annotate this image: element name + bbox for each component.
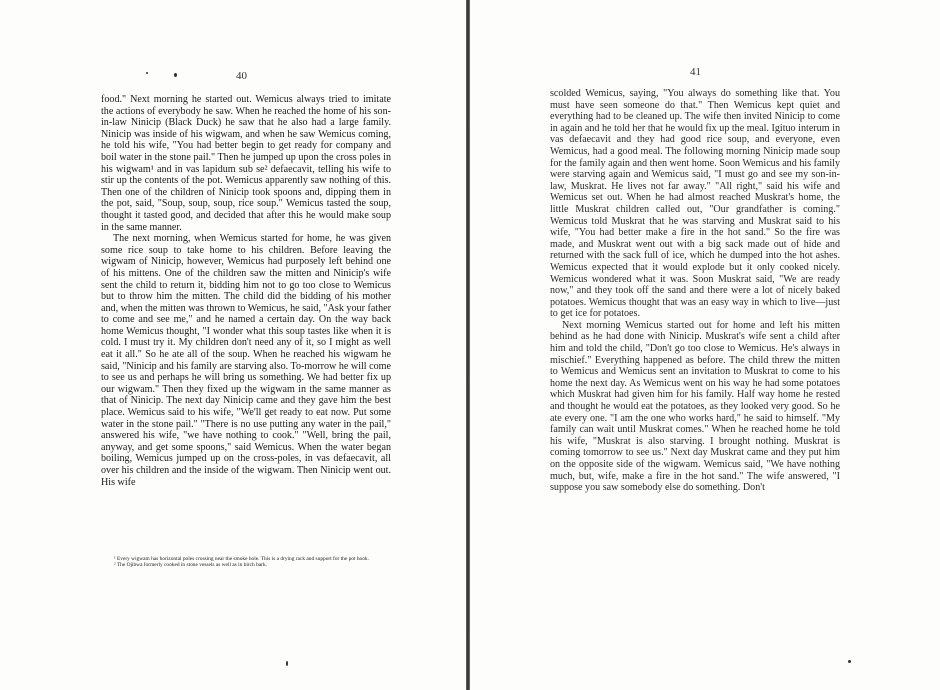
body-text (101, 94, 391, 488)
page-number: 41 (690, 66, 701, 78)
scan-speck (286, 661, 288, 666)
scan-speck (848, 660, 851, 663)
paragraph: food." Next morning he started out. Wemicus always tried to imitate the actions of everybody he saw. When he reached the home of his son-in-law Ninicip (Black Duck) he saw that he also had a large family. Ninicip was inside of his wigwam, and when he saw Wemicus coming, he told his wife, "You had better begin to get ready for company and boil water in the stone pail." Then he jumped up upon the cross poles in his wigwam¹ and in vas lapidum sub se² defaecavit, telling his wife to stir up the contents of the pot. Wemicus apparently saw nothing of this. Then one of the children of Ninicip took spoons and, dipping them in the pot, said, "Soup, soup, soup, rice soup." Wemicus tasted the soup, thought it tasted good, and decided that after this he would make soup in the same manner. (101, 94, 391, 233)
left-page (0, 0, 468, 690)
paragraph: scolded Wemicus, saying, "You always do something like that. You must have seen someone do that." Then Wemicus kept quiet and everything had to be cleaned up. The wife then invited Ninicip to come in again and he told her that he would fix up the meal. Igituo interum in vas defaecavit and they had good rice soup, and everyone, even Wemicus, had a good meal. The following morning Ninicip made soup for the family again and then went home. Soon Wemicus and his family were starving again and Wemicus said, "I must go and see my son-in-law, Muskrat. He lives not far away." "All right," said his wife and Wemicus set out. When he had almost reached Muskrat's home, the little Muskrat children called out, "Our grandfather is coming." Wemicus told Muskrat that he was starving and Muskrat said to his wife, "You had better make a fire in the hot sand." So the fire was made, and Muskrat went out with a big sack made out of hide and returned with the sack full of ice, which he dumped into the hot ashes. Wemicus expected that it would explode but it only cooked nicely. Wemicus wondered what it was. Soon Muskrat said, "We are ready now," and they took off the sand and there were a lot of nicely baked potatoes. Wemicus thought that was an easy way in which to live—just to get ice for potatoes. (550, 88, 840, 320)
footnote: ² The Ojibwa formerly cooked in stone vessels as well as in birch bark. (114, 562, 268, 569)
footnote: ¹ Every wigwam has horizontal poles crossing near the smoke hole. This is a drying rack and support for the pot hook. (114, 556, 369, 562)
scan-speck (146, 72, 148, 74)
page-number: 40 (236, 70, 247, 82)
right-page (472, 0, 940, 690)
paragraph: Next morning Wemicus started out for home and left his mitten behind as he had done with Ninicip. Muskrat's wife sent a child after him and told the child, "Don't go too close to Wemicus. He's always in mischief." Everything happened as before. The child threw the mitten to Wemicus and Wemicus sent an invitation to Muskrat to come to his home the next day. As Wemicus went on his way he had some potatoes which Muskrat had given him for his family. Half way home he rested and thought he would eat the potatoes, as they looked very good. So he ate every one. "I am the one who works hard," he said to himself. "My family can wait until Muskrat comes." When he reached home he told his wife, "Muskrat is also starving. I brought nothing. Muskrat is coming tomorrow to see us." Next day Muskrat came and they put him on the opposite side of the wigwam. Wemicus said, "We have nothing much, but, wife, make a fire in the hot sand." The wife answered, "I suppose you saw somebody else do something. Don't (550, 319, 840, 494)
body-text (550, 88, 840, 494)
footnotes (104, 556, 394, 569)
paragraph: The next morning, when Wemicus started for home, he was given some rice soup to take home to his children. Before leaving the wigwam of Ninicip, however, Wemicus had purposely left behind one of his mittens. One of the children saw the mitten and Ninicip's wife sent the child to return it, bidding him not to go too close to Wemicus but to throw him the mitten. The child did the bidding of his mother and, when the mitten was thrown to Wemicus, he said, "Ask your father to come and see me," and he named a certain day. On the way back home Wemicus thought, "I wonder what this soup tastes like when it is cold. I must try it. My children don't need any of it, so I might as well eat it all." So he ate all of the soup. When he reached his wigwam he said, "Ninicip and his family are starving also. To-morrow he will come to see us and perhaps he will bring us something. We had better fix up our wigwam." Then they fixed up the wigwam in the same manner as that of Ninicip. The next day Ninicip came and they gave him the best place. Wemicus said to his wife, "We'll get ready to eat now. Put some water in the stone pail." "There is no use putting any water in the pail," answered his wife, "we have nothing to cook." "Well, bring the pail, anyway, and get some spoons," said Wemicus. When the water began boiling, Wemicus jumped up on the cross-poles, in vas defaecavit, all over his children and the inside of the wigwam. Then Ninicip went out. His wife (101, 233, 391, 488)
book-gutter (466, 0, 470, 690)
scan-speck (174, 73, 177, 77)
